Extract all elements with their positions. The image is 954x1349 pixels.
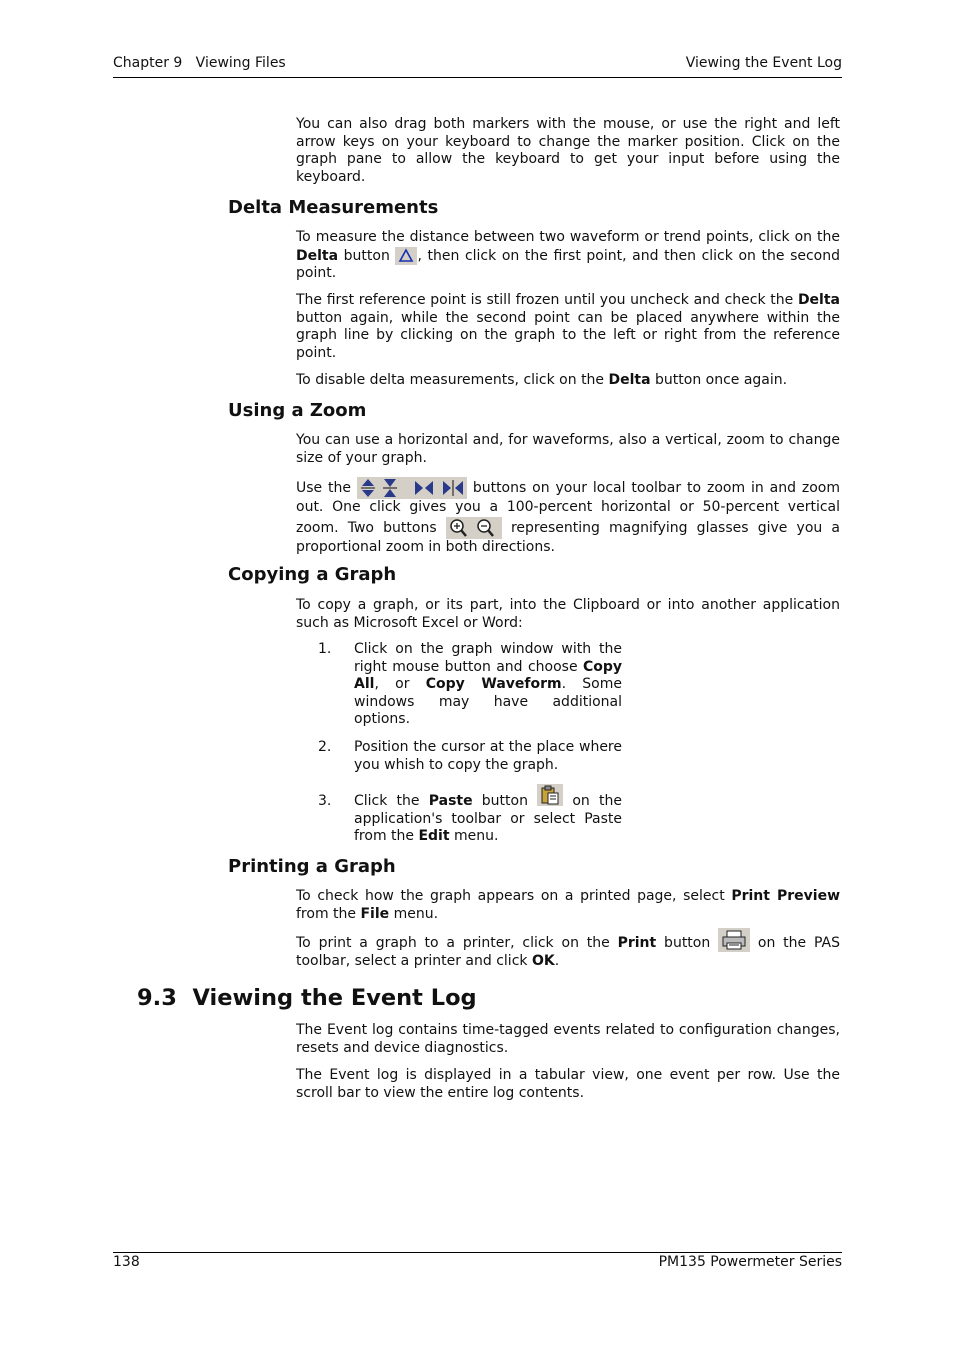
delta-paragraph-2: The first reference point is still frozen until you uncheck and check the Delta button again, while the second point can be placed anywhere within the graph line by clicking on the graph to the left or right from the reference point. bbox=[296, 292, 840, 361]
printing-heading: Printing a Graph bbox=[228, 856, 396, 877]
delta-paragraph-1: To measure the distance between two waveform or trend points, click on the Delta button , then click on the first point, and then click on the second point. bbox=[296, 229, 840, 282]
vertical-zoom-out-icon bbox=[383, 479, 397, 497]
delta-paragraph-3: To disable delta measurements, click on the Delta button once again. bbox=[296, 372, 788, 388]
section-heading: 9.3 Viewing the Event Log bbox=[137, 985, 477, 1011]
page-number: 138 bbox=[113, 1254, 140, 1270]
list-number: 1. bbox=[318, 641, 332, 657]
copying-heading: Copying a Graph bbox=[228, 564, 397, 585]
list-number: 2. bbox=[318, 739, 332, 755]
zoom-heading: Using a Zoom bbox=[228, 400, 367, 421]
zoom-out-magnifier-icon bbox=[478, 520, 493, 536]
list-text: Click on the graph window with the right mouse button and choose Copy All, or Copy Waveform. Some windows may have additional options. bbox=[354, 641, 622, 728]
horizontal-zoom-in-icon bbox=[415, 481, 433, 495]
eventlog-paragraph-1: The Event log contains time-tagged events related to configuration changes, resets and device diagnostics. bbox=[296, 1022, 840, 1056]
printing-paragraph-1: To check how the graph appears on a printed page, select Print Preview from the File menu. bbox=[296, 888, 841, 922]
list-text: Click the Paste button on the application's toolbar or select Paste from the Edit menu. bbox=[354, 793, 622, 846]
paste-icon bbox=[537, 784, 563, 806]
zoom-in-magnifier-icon bbox=[451, 520, 466, 536]
page-header bbox=[113, 55, 842, 78]
header-chapter: Chapter 9 Viewing Files bbox=[113, 55, 286, 71]
horizontal-zoom-out-icon bbox=[443, 480, 463, 496]
list-text: Position the cursor at the place where you whish to copy the graph. bbox=[354, 739, 622, 773]
zoom-toolbar-icons bbox=[357, 477, 467, 499]
footer-product: PM135 Powermeter Series bbox=[658, 1254, 842, 1270]
magnifier-icons bbox=[446, 517, 502, 539]
printing-paragraph-2: To print a graph to a printer, click on the Print button on the PAS toolbar, select a printer and click OK. bbox=[296, 934, 840, 970]
vertical-zoom-in-icon bbox=[361, 479, 375, 497]
intro-paragraph: You can also drag both markers with the mouse, or use the right and left arrow keys on your keyboard to change the marker position. Click on the graph pane to allow the keyboard to get your input before using the keyboard. bbox=[296, 116, 840, 185]
copying-paragraph-1: To copy a graph, or its part, into the Clipboard or into another application such as Microsoft Excel or Word: bbox=[296, 597, 840, 631]
list-number: 3. bbox=[318, 793, 332, 809]
page-footer bbox=[113, 1252, 842, 1270]
delta-heading: Delta Measurements bbox=[228, 197, 439, 218]
print-icon bbox=[718, 928, 750, 952]
zoom-paragraph-1: You can use a horizontal and, for waveforms, also a vertical, zoom to change size of your graph. bbox=[296, 432, 840, 466]
header-section: Viewing the Event Log bbox=[685, 55, 842, 71]
zoom-paragraph-2: Use the buttons on your local toolbar to zoom in and zoom out. One click gives you a 100-percent horizontal or 50-percent vertical zoom. Two buttons representing magnifying glasses give you a proportional zoom in both directions. bbox=[296, 477, 840, 556]
delta-icon bbox=[395, 247, 417, 265]
eventlog-paragraph-2: The Event log is displayed in a tabular view, one event per row. Use the scroll bar to view the entire log contents. bbox=[296, 1067, 840, 1101]
